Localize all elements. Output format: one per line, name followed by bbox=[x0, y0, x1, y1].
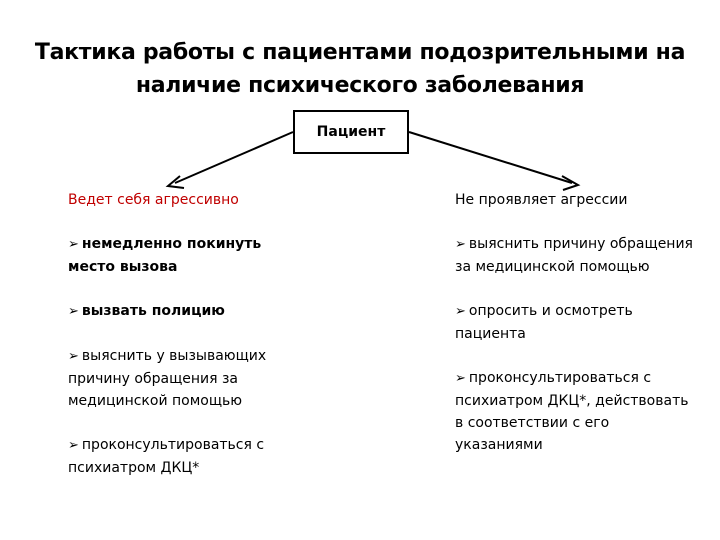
arrowhead-bullet-icon: ➢ bbox=[455, 371, 466, 386]
left-item-2: ➢ вызвать полицию bbox=[68, 303, 225, 319]
arrow-to-left-branch bbox=[175, 132, 293, 183]
arrow-to-right-branch bbox=[409, 132, 572, 183]
left-branch-heading: Ведет себя агрессивно bbox=[68, 192, 239, 208]
right-item-3: ➢ проконсультироваться с психиатром ДКЦ*, действовать в соответствии с его указаниями bbox=[455, 370, 689, 453]
arrowhead-bullet-icon: ➢ bbox=[68, 438, 79, 453]
slide-title-line-2: наличие психического заболевания bbox=[135, 73, 585, 98]
right-item-2: ➢ опросить и осмотреть пациента bbox=[455, 303, 633, 342]
slide-title-line-1: Тактика работы с пациентами подозрительными на bbox=[34, 40, 686, 65]
root-node-patient bbox=[293, 110, 409, 154]
arrowhead-bullet-icon: ➢ bbox=[455, 237, 466, 252]
right-branch-non-aggressive bbox=[455, 189, 695, 456]
arrowhead-bullet-icon: ➢ bbox=[68, 349, 79, 364]
arrowhead-bullet-icon: ➢ bbox=[455, 304, 466, 319]
right-item-1: ➢ выяснить причину обращения за медицинской помощью bbox=[455, 236, 693, 275]
left-branch-aggressive bbox=[68, 189, 308, 479]
left-item-1: ➢ немедленно покинуть место вызова bbox=[68, 236, 262, 275]
right-branch-heading: Не проявляет агрессии bbox=[455, 192, 628, 208]
root-node-label: Пациент bbox=[316, 124, 386, 140]
arrowhead-bullet-icon: ➢ bbox=[68, 304, 79, 319]
arrowhead-bullet-icon: ➢ bbox=[68, 237, 79, 252]
left-item-3: ➢ выяснить у вызывающих причину обращения за медицинской помощью bbox=[68, 348, 267, 409]
left-item-4: ➢ проконсультироваться с психиатром ДКЦ* bbox=[68, 437, 265, 476]
